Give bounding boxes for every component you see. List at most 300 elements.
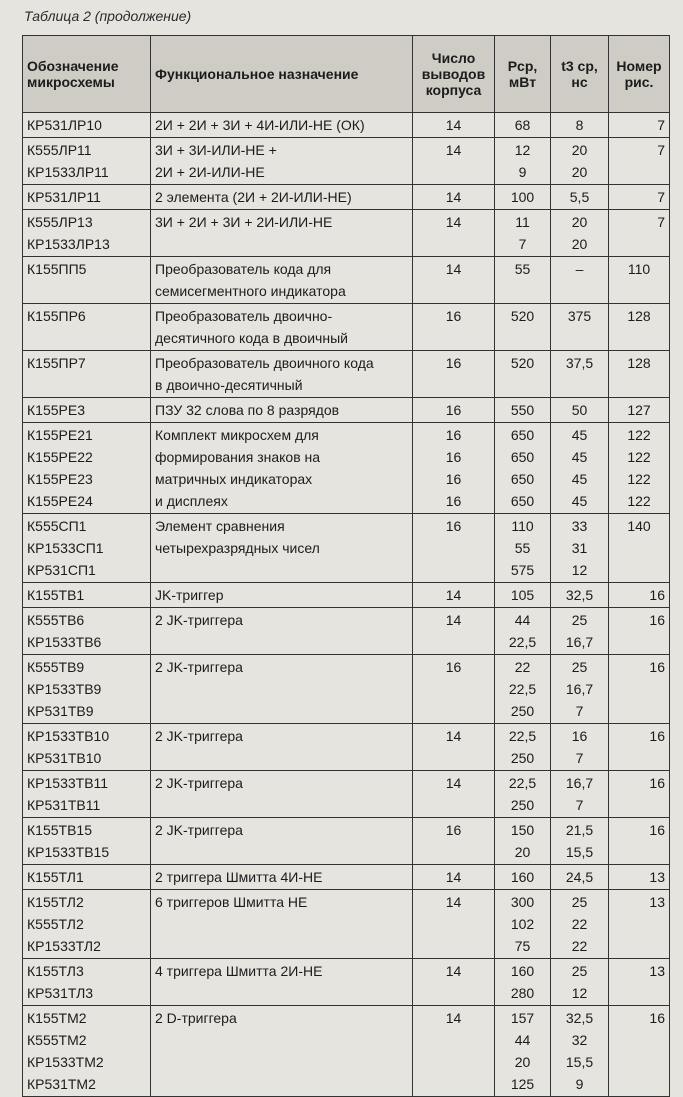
delay-value: 15,5	[565, 1054, 594, 1070]
table-row	[23, 1006, 670, 1097]
chip-name-cell	[23, 185, 151, 210]
chip-name: КР1533ТВ10	[27, 728, 110, 744]
pins-cell	[413, 771, 495, 818]
pins-value: 14	[445, 775, 462, 791]
delay-value: 32,5	[565, 587, 594, 603]
chip-name-cell	[23, 1006, 151, 1097]
chip-name-cell	[23, 514, 151, 583]
pins-value: 14	[445, 142, 462, 158]
figure-cell	[609, 655, 670, 724]
power-cell	[495, 959, 551, 1006]
power-value: 110	[511, 518, 534, 534]
power-value: 150	[510, 822, 535, 838]
figure-value: 7	[657, 214, 665, 230]
figure-value: 16	[649, 659, 665, 675]
chip-name: К555ЛР11	[27, 142, 92, 158]
power-cell	[495, 351, 551, 398]
power-value: 9	[518, 164, 527, 180]
pins-cell	[413, 351, 495, 398]
chip-name-cell	[23, 304, 151, 351]
table-row	[23, 724, 670, 771]
pins-cell	[413, 655, 495, 724]
chip-name-cell	[23, 351, 151, 398]
figure-value: 7	[657, 117, 665, 133]
power-cell	[495, 724, 551, 771]
power-value: 12	[514, 142, 531, 158]
figure-value: 128	[627, 308, 651, 324]
power-value: 100	[510, 189, 535, 205]
function-text: десятичного кода в двоичный	[155, 330, 348, 346]
chip-name: КР1533СП1	[27, 540, 104, 556]
table-row	[23, 138, 670, 185]
figure-value: 122	[627, 471, 651, 487]
chip-name: КР1533ЛР11	[27, 164, 109, 180]
pins-cell	[413, 185, 495, 210]
delay-value: 45	[571, 493, 588, 509]
figure-value: 122	[627, 449, 651, 465]
delay-value: 16,7	[565, 775, 594, 791]
chip-name: К555ТЛ2	[27, 916, 84, 932]
table-row	[23, 398, 670, 423]
chip-name: КР531СП1	[27, 562, 96, 578]
figure-value: 16	[649, 728, 665, 744]
chip-name-cell	[23, 398, 151, 423]
pins-value: 16	[445, 659, 462, 675]
delay-cell	[551, 185, 609, 210]
table-row	[23, 865, 670, 890]
pins-value: 16	[445, 471, 462, 487]
function-text: 2 JK-триггера	[155, 822, 243, 838]
power-value: 300	[510, 894, 535, 910]
function-text: 2 триггера Шмитта 4И-НЕ	[155, 869, 323, 885]
function-text: 2 JK-триггера	[155, 775, 243, 791]
table-row	[23, 304, 670, 351]
delay-value: 12	[571, 562, 588, 578]
pins-value: 14	[445, 214, 462, 230]
figure-value: 140	[627, 518, 651, 534]
pins-cell	[413, 423, 495, 514]
delay-value: 25	[571, 612, 588, 628]
chip-name: К155ТМ2	[27, 1010, 87, 1026]
chip-name: КР531ТВ9	[27, 703, 94, 719]
pins-cell	[413, 890, 495, 959]
pins-cell	[413, 514, 495, 583]
delay-value: 9	[575, 1076, 584, 1092]
delay-cell	[551, 608, 609, 655]
delay-value: 37,5	[565, 355, 594, 371]
function-text: ПЗУ 32 слова по 8 разрядов	[155, 402, 340, 418]
chip-name: К555ТМ2	[27, 1032, 87, 1048]
delay-cell	[551, 1006, 609, 1097]
function-text: 3И + 2И + 3И + 2И-ИЛИ-НЕ	[155, 214, 333, 230]
chip-name: К155ПР6	[27, 308, 86, 324]
function-text: в двоично-десятичный	[155, 377, 303, 393]
chip-name: КР531ТМ2	[27, 1076, 96, 1092]
function-cell	[151, 351, 413, 398]
power-value: 520	[510, 308, 535, 324]
power-value: 44	[514, 1032, 531, 1048]
pins-value: 16	[445, 449, 462, 465]
function-cell	[151, 655, 413, 724]
delay-cell	[551, 890, 609, 959]
function-cell	[151, 304, 413, 351]
function-text: 2И + 2И + 3И + 4И-ИЛИ-НЕ (ОК)	[155, 117, 365, 133]
delay-cell	[551, 724, 609, 771]
power-cell	[495, 185, 551, 210]
chip-name-cell	[23, 771, 151, 818]
chip-name: К155РЕ21	[27, 427, 93, 443]
delay-value: 12	[571, 985, 588, 1001]
figure-value: 7	[657, 189, 665, 205]
delay-value: 25	[571, 659, 588, 675]
figure-value: 13	[649, 963, 665, 979]
chip-name: КР1533ТВ11	[27, 775, 109, 791]
power-cell	[495, 865, 551, 890]
chip-name: КР531ТВ11	[27, 797, 101, 813]
delay-value: 20	[571, 214, 588, 230]
function-text: 2 JK-триггера	[155, 728, 243, 744]
power-value: 68	[514, 117, 531, 133]
chip-name: КР1533ТВ9	[27, 681, 102, 697]
figure-value: 16	[649, 775, 665, 791]
figure-cell	[609, 304, 670, 351]
figure-cell	[609, 514, 670, 583]
figure-cell	[609, 1006, 670, 1097]
delay-value: 31	[571, 540, 588, 556]
table-row	[23, 257, 670, 304]
pins-cell	[413, 304, 495, 351]
header-power: Pcp, мВт	[495, 36, 551, 113]
power-value: 20	[514, 844, 531, 860]
function-text: матричных индикаторах	[155, 471, 313, 487]
chip-name: КР531ЛР11	[27, 189, 101, 205]
chip-name-cell	[23, 890, 151, 959]
figure-cell	[609, 583, 670, 608]
function-text: Преобразователь двоичного кода	[155, 355, 374, 371]
power-value: 55	[514, 261, 531, 277]
figure-cell	[609, 423, 670, 514]
function-text: 4 триггера Шмитта 2И-НЕ	[155, 963, 323, 979]
header-figure: Номер рис.	[609, 36, 670, 113]
figure-cell	[609, 398, 670, 423]
header-delay: t3 cp, нс	[551, 36, 609, 113]
pins-cell	[413, 583, 495, 608]
figure-cell	[609, 865, 670, 890]
delay-value: 50	[571, 402, 588, 418]
function-cell	[151, 865, 413, 890]
delay-value: 32	[571, 1032, 588, 1048]
power-cell	[495, 113, 551, 138]
function-text: 6 триггеров Шмитта НЕ	[155, 894, 308, 910]
chip-name: КР531ТВ10	[27, 750, 102, 766]
table-row	[23, 351, 670, 398]
figure-cell	[609, 608, 670, 655]
delay-value: 20	[571, 236, 588, 252]
figure-value: 13	[649, 894, 665, 910]
chip-name-cell	[23, 865, 151, 890]
delay-value: 7	[575, 750, 584, 766]
power-cell	[495, 304, 551, 351]
function-text: 2 JK-триггера	[155, 612, 243, 628]
pins-cell	[413, 398, 495, 423]
delay-value: 7	[575, 797, 584, 813]
pins-value: 16	[445, 518, 462, 534]
delay-value: 32,5	[565, 1010, 594, 1026]
delay-cell	[551, 398, 609, 423]
pins-value: 14	[445, 189, 462, 205]
delay-cell	[551, 959, 609, 1006]
pins-value: 14	[445, 117, 462, 133]
table-row	[23, 655, 670, 724]
chip-name: КР1533ТМ2	[27, 1054, 104, 1070]
function-text: четырехразрядных чисел	[155, 540, 320, 556]
function-cell	[151, 771, 413, 818]
delay-cell	[551, 257, 609, 304]
pins-value: 16	[445, 355, 462, 371]
figure-value: 127	[627, 402, 651, 418]
table-row	[23, 185, 670, 210]
table-row	[23, 514, 670, 583]
pins-value: 14	[445, 963, 462, 979]
pins-cell	[413, 959, 495, 1006]
function-text: 2 элемента (2И + 2И-ИЛИ-НЕ)	[155, 189, 352, 205]
figure-cell	[609, 185, 670, 210]
function-cell	[151, 1006, 413, 1097]
table-body	[23, 113, 670, 1097]
function-cell	[151, 138, 413, 185]
function-cell	[151, 608, 413, 655]
delay-value: 45	[571, 427, 588, 443]
pins-cell	[413, 865, 495, 890]
power-value: 650	[510, 471, 535, 487]
power-value: 157	[510, 1010, 535, 1026]
function-cell	[151, 423, 413, 514]
power-cell	[495, 514, 551, 583]
chip-name: КР1533ТЛ2	[27, 938, 101, 954]
figure-cell	[609, 818, 670, 865]
power-value: 250	[510, 750, 535, 766]
figure-cell	[609, 771, 670, 818]
power-value: 125	[510, 1076, 535, 1092]
pins-cell	[413, 724, 495, 771]
function-cell	[151, 185, 413, 210]
delay-value: 22	[571, 916, 588, 932]
function-text: 2 D-триггера	[155, 1010, 237, 1026]
power-value: 160	[510, 963, 535, 979]
pins-cell	[413, 113, 495, 138]
function-text: и дисплеях	[155, 493, 228, 509]
figure-value: 16	[649, 612, 665, 628]
delay-cell	[551, 210, 609, 257]
delay-cell	[551, 423, 609, 514]
pins-cell	[413, 210, 495, 257]
table-row	[23, 959, 670, 1006]
power-cell	[495, 583, 551, 608]
chip-name: К155ТЛ2	[27, 894, 84, 910]
figure-cell	[609, 959, 670, 1006]
chip-name: К155РЕ23	[27, 471, 93, 487]
function-text: семисегментного индикатора	[155, 283, 346, 299]
power-cell	[495, 655, 551, 724]
function-cell	[151, 959, 413, 1006]
power-value: 22,5	[508, 728, 537, 744]
power-value: 102	[510, 916, 535, 932]
chip-name-cell	[23, 113, 151, 138]
power-value: 20	[514, 1054, 531, 1070]
header-function: Функциональное назначение	[151, 36, 413, 113]
chip-name-cell	[23, 423, 151, 514]
chip-name: К155ТВ1	[27, 587, 85, 603]
chip-name: К555ТВ6	[27, 612, 85, 628]
power-value: 160	[510, 869, 535, 885]
chip-name: К155ТЛ3	[27, 963, 84, 979]
pins-value: 14	[445, 587, 462, 603]
chip-name: К155РЕ3	[27, 402, 85, 418]
function-text: Преобразователь двоично-	[155, 308, 333, 324]
chip-name-cell	[23, 210, 151, 257]
power-cell	[495, 138, 551, 185]
pins-value: 14	[445, 728, 462, 744]
chip-name: КР1533ЛР13	[27, 236, 110, 252]
chip-name-cell	[23, 724, 151, 771]
power-value: 44	[514, 612, 531, 628]
power-value: 7	[518, 236, 527, 252]
pins-cell	[413, 608, 495, 655]
delay-cell	[551, 304, 609, 351]
table-row	[23, 210, 670, 257]
pins-value: 16	[445, 427, 462, 443]
figure-value: 16	[649, 1010, 665, 1026]
chip-name-cell	[23, 655, 151, 724]
power-value: 55	[514, 540, 531, 556]
chip-name: К555ЛР13	[27, 214, 93, 230]
power-value: 520	[510, 355, 535, 371]
function-cell	[151, 113, 413, 138]
function-cell	[151, 890, 413, 959]
power-value: 11	[515, 214, 530, 230]
function-text: Элемент сравнения	[155, 518, 285, 534]
pins-value: 14	[445, 1010, 462, 1026]
chip-name: К155РЕ22	[27, 449, 93, 465]
chip-name: К155РЕ24	[27, 493, 93, 509]
power-value: 105	[510, 587, 535, 603]
power-cell	[495, 398, 551, 423]
table-row	[23, 113, 670, 138]
delay-value: 20	[571, 142, 588, 158]
figure-value: 13	[649, 869, 665, 885]
chip-name-cell	[23, 257, 151, 304]
table-header-row	[23, 36, 670, 113]
figure-cell	[609, 210, 670, 257]
power-cell	[495, 890, 551, 959]
figure-cell	[609, 257, 670, 304]
microcircuit-table	[22, 35, 670, 1097]
chip-name: К155ТВ15	[27, 822, 92, 838]
delay-cell	[551, 138, 609, 185]
power-value: 650	[510, 449, 535, 465]
power-value: 280	[510, 985, 535, 1001]
figure-cell	[609, 113, 670, 138]
pins-value: 16	[445, 822, 462, 838]
pins-value: 14	[445, 894, 462, 910]
power-value: 250	[510, 797, 535, 813]
chip-name-cell	[23, 138, 151, 185]
chip-name: К155ПП5	[27, 261, 87, 277]
pins-value: 14	[445, 869, 462, 885]
delay-value: 15,5	[565, 844, 594, 860]
power-cell	[495, 771, 551, 818]
figure-value: 128	[627, 355, 651, 371]
delay-value: 25	[571, 963, 588, 979]
pins-cell	[413, 138, 495, 185]
function-text: 2 JK-триггера	[155, 659, 243, 675]
pins-value: 14	[445, 261, 462, 277]
delay-value: 25	[571, 894, 588, 910]
delay-value: 16,7	[565, 634, 594, 650]
delay-value: 5,5	[569, 189, 590, 205]
chip-name: КР531ЛР10	[27, 117, 102, 133]
table-row	[23, 423, 670, 514]
function-text: Преобразователь кода для	[155, 261, 332, 277]
function-text: JK-триггер	[155, 587, 224, 603]
function-cell	[151, 514, 413, 583]
chip-name: КР1533ТВ15	[27, 844, 110, 860]
table-row	[23, 608, 670, 655]
pins-value: 16	[445, 493, 462, 509]
power-cell	[495, 423, 551, 514]
delay-value: 21,5	[565, 822, 594, 838]
chip-name-cell	[23, 583, 151, 608]
pins-value: 16	[445, 402, 462, 418]
chip-name: К555ТВ9	[27, 659, 85, 675]
power-cell	[495, 1006, 551, 1097]
delay-cell	[551, 583, 609, 608]
delay-cell	[551, 113, 609, 138]
header-pins: Число выводов корпуса	[413, 36, 495, 113]
delay-value: 7	[575, 703, 584, 719]
function-cell	[151, 583, 413, 608]
delay-value: 20	[571, 164, 588, 180]
power-value: 250	[510, 703, 535, 719]
delay-value: 16	[571, 728, 588, 744]
figure-value: 122	[627, 493, 651, 509]
chip-name-cell	[23, 818, 151, 865]
delay-cell	[551, 771, 609, 818]
function-cell	[151, 257, 413, 304]
power-value: 22,5	[508, 681, 537, 697]
figure-value: 16	[649, 822, 665, 838]
pins-cell	[413, 818, 495, 865]
function-text: 2И + 2И-ИЛИ-НЕ	[155, 164, 265, 180]
chip-name: КР531ТЛ3	[27, 985, 94, 1001]
delay-value: –	[575, 261, 584, 277]
function-text: 3И + 3И-ИЛИ-НЕ +	[155, 142, 277, 158]
power-value: 22	[514, 659, 531, 675]
delay-value: 375	[567, 308, 592, 324]
pins-cell	[413, 257, 495, 304]
function-cell	[151, 398, 413, 423]
power-value: 75	[514, 938, 531, 954]
figure-value: 16	[649, 587, 665, 603]
delay-cell	[551, 818, 609, 865]
function-text: Комплект микросхем для	[155, 427, 319, 443]
delay-value: 22	[571, 938, 588, 954]
figure-value: 7	[657, 142, 665, 158]
chip-name: К155ТЛ1	[27, 869, 84, 885]
pins-value: 14	[445, 612, 462, 628]
power-value: 650	[510, 427, 535, 443]
delay-cell	[551, 514, 609, 583]
